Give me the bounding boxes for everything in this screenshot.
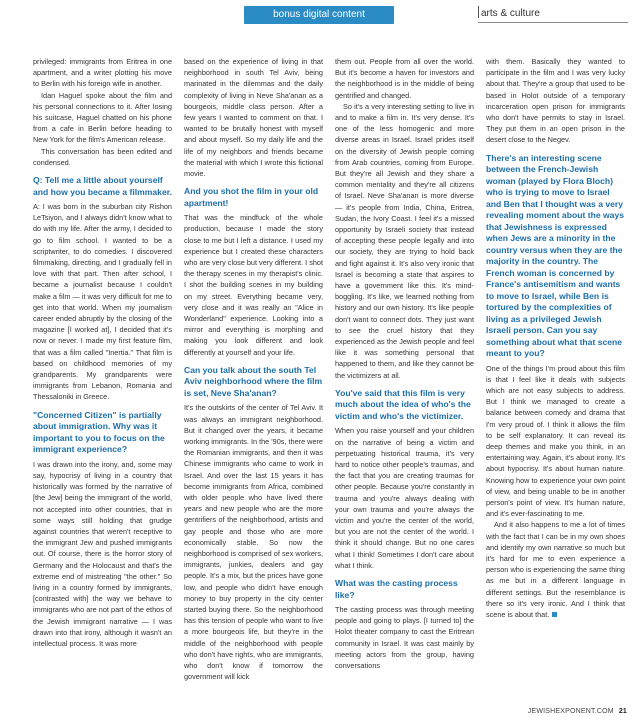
page-footer bbox=[528, 708, 627, 715]
answer-paragraph: I was drawn into the irony, and, some may say, hypocrisy of living in a country that historically was formed by the narrative of [the Jew] being the immigrant of the world, not accepted into other countries, that in some ways still holding that grudge against countries that weren't receptive to the immigrant Jew and pushed immigrants out. Of course, there is the horror story of Germany and the Holocaust and that's the extreme end of mistreating "the other." So living in a country formed by immigrants, [contrasted with] the way we behave to immigrants who are not part of the ethos of the Jewish immigrant narrative — I was drawn into that irony, although it wasn't an intellectual process. It was more bbox=[33, 459, 172, 648]
answer-paragraph: That was the mindfuck of the whole production, because I made the story close to me but I left a distance. I used my experience but I created these characters who are very close but very different. I shot the therapy scenes in my therapist's clinic. I shot the building scenes in my building on my street. Everything became very, very close and it was really an "Alice in Wonderland" experience. Looking into a mirror and everything is morphing and making you look different and look differently at yourself and your life. bbox=[184, 213, 323, 357]
column-3 bbox=[335, 56, 474, 688]
column-1 bbox=[33, 56, 172, 688]
column-2 bbox=[184, 56, 323, 688]
column-4 bbox=[486, 56, 625, 688]
section-rule bbox=[478, 22, 628, 23]
closing-paragraph: And it also happens to me a lot of times with the fact that I can be in my own shoes and identify my own narrative so much but it's hard for me to even experience a person who is experiencing the same thing as me but in a different language in different settings. But the resemblance is there so it's very ironic. And I think that scene is about that. bbox=[486, 520, 625, 620]
bonus-content-banner: bonus digital content bbox=[244, 6, 394, 24]
question-heading: There's an interesting scene between the French-Jewish woman (played by Flora Bloch) who is trying to move to Israel and Ben that I thought was a very revealing moment about the ways that Jewishness is expressed when Jews are a minority in the country versus when they are the majority in the country. The French woman is concerned by France's antisemitism and wants to move to Israel, while Ben is tortured by the complexities of living as a privileged Jewish Israeli person. Can you say something about what that scene meant to you? bbox=[486, 152, 625, 359]
answer-paragraph: It's the outskirts of the center of Tel Aviv. It was always an immigrant neighborhood. But it changed over the years, it became working immigrants. In the '90s, there were the Romanian immigrants, and then it was Chinese immigrants who came to work in Israel. And over the last 15 years it has become immigrants from Africa, combined with older people who have lived there years and new people who are the more gentrifiers of the neighborhood, artists and gay people and those who are more economically stable. So now the neighborhood is comprised of sex workers, immigrants, junkies, dealers and gay people. It's a mix, but the prices have gone low, and people who didn't have enough money to buy property in the city center started buying there. So the neighborhood has this tension of people who want to live a more bourgeois life, but they're in the middle of the neighborhood with people who don't have rights, who are immigrants, who don't know if tomorrow the government will kick bbox=[184, 403, 323, 682]
paragraph: This conversation has been edited and condensed. bbox=[33, 146, 172, 167]
end-mark-icon bbox=[552, 612, 557, 617]
paragraph: them out. People from all over the world. But it's become a haven for investors and the neighborhood is in the middle of being gentrified and changed. bbox=[335, 57, 474, 100]
section-label-text: arts & culture bbox=[481, 8, 540, 19]
paragraph: So it's a very interesting setting to live in and to make a film in. It's very dense. It's one of the less homogenic and more diverse areas in Israel. Israel prides itself on the diversity of Jewish people coming from Arab countries, coming from Europe. But they're all Jewish and they share a common mentality and they're all citizens of Israel. Neve Sha'anan is more diverse — it's people from India, China, Eritrea, Sudan, the Ivory Coast. I feel it's a missed opportunity by Israeli society that instead of accepting these people legally and into our society, they are trying to hold back and fight against it. It's also very ironic that Israel is becoming a state that aspires to have a government like this. It's mind-boggling. It's like, we learned nothing from history and our own history. It's like people don't want to connect dots. They just want to see the cruel history that they experienced as the Jewish people and feel like it was something personal that happened to them, and like they cannot be the victimizers at all. bbox=[335, 101, 474, 380]
footer-site: JEWISHEXPONENT.COM bbox=[527, 708, 614, 715]
paragraph: with them. Basically they wanted to participate in the film and I was very lucky about that. They're a group that used to be based in Holot outside of a temporary incarceration open prison for immigrants who don't have permits to stay in Israel. They put them in an open prison in the desert close to the Negev. bbox=[486, 57, 625, 145]
section-divider-icon bbox=[478, 6, 479, 18]
question-heading: "Concerned Citizen" is partially about immigration. Why was it important to you to focus on the immigrant experience? bbox=[33, 409, 165, 455]
answer-paragraph: One of the things I'm proud about this film is that I feel like it deals with subjects which are not easy subjects to address. But I think we managed to create a balance between comedy and drama that I'm very proud of. I think it allows the film to be self explanatory. It can reveal its deep themes and make you think, in an entertaining way. Again, it's about irony. It's about hypocrisy. It's about human nature. Knowing how to experience your own point of view, and being unable to be in another person's point of view. It's human nature, and it's ever-fascinating to me. bbox=[486, 363, 625, 519]
answer-paragraph: When you raise yourself and your children on the narrative of being a victim and perpetuating historical trauma, it's very hard to notice other people's traumas, and the fact that you are creating traumas for other people. Because you're constantly in trauma and you're always dealing with your own trauma and you're always the victim and you're the center of the world, but you are not the center of the world. I think it should change. But no one cares what I think! Sometimes I don't care about what I think. bbox=[335, 426, 474, 570]
question-heading: And you shot the film in your old apartment! bbox=[184, 186, 319, 208]
article-body bbox=[33, 56, 625, 688]
section-label bbox=[478, 6, 540, 21]
paragraph: Idan Haguel spoke about the film and his personal connections to it. After losing his suitcase, Haguel chatted on his phone from a cafe in Berlin before heading to New York for the film's American release. bbox=[33, 90, 172, 145]
answer-paragraph: The casting process was through meeting people and going to plays. [I turned to] the Holot theater company to cast the Eritrean community in Israel. It was cast mainly by meeting actors from the group, having conversations bbox=[335, 605, 474, 671]
question-heading: You've said that this film is very much about the idea of who's the victim and who's the victimizer. bbox=[335, 387, 471, 421]
paragraph bbox=[486, 519, 625, 620]
page-header bbox=[0, 0, 639, 56]
page-number: 21 bbox=[618, 708, 627, 715]
question-heading: Q: Tell me a little about yourself and how you became a filmmaker. bbox=[33, 175, 172, 197]
paragraph: privileged: immigrants from Eritrea in one apartment, and a writer plotting his move to Berlin with his foreign wife in another. bbox=[33, 57, 172, 89]
answer-paragraph: A: I was born in the suburban city Rishon LeTsiyon, and I always didn't know what to do with my life. After the army, I decided to go to film school. I wanted to be a scriptwriter, to do comedies. I discovered filmmaking, directing, and I gradually fell in love with that part. Then after school, I became a journalist because I couldn't make a film — it was very difficult for me to get into that world. When my journalism career ended abruptly by the closing of the magazine [I worked at], I decided that it's now or never. I made my first feature film, that was a film called "Inertia." That film is based on childhood memories of my grandparents. My grandparents were immigrants from Lebanon, Romania and Thessaloniki in Greece. bbox=[33, 202, 172, 402]
question-heading: Can you talk about the south Tel Aviv neighborhood where the film is set, Neve Sha'anan? bbox=[184, 364, 323, 398]
question-heading: What was the casting process like? bbox=[335, 578, 458, 600]
paragraph: based on the experience of living in that neighborhood in south Tel Aviv, being marinated in the dilemmas and the daily complexity of living in Neve Sha'anan as a bourgeois, middle class person. After a few years I wanted to comment on that. I wanted to be brutally honest with myself and about myself. So my daily life and the life of my neighbors and friends became the material with which I wrote this fictional movie. bbox=[184, 57, 323, 179]
